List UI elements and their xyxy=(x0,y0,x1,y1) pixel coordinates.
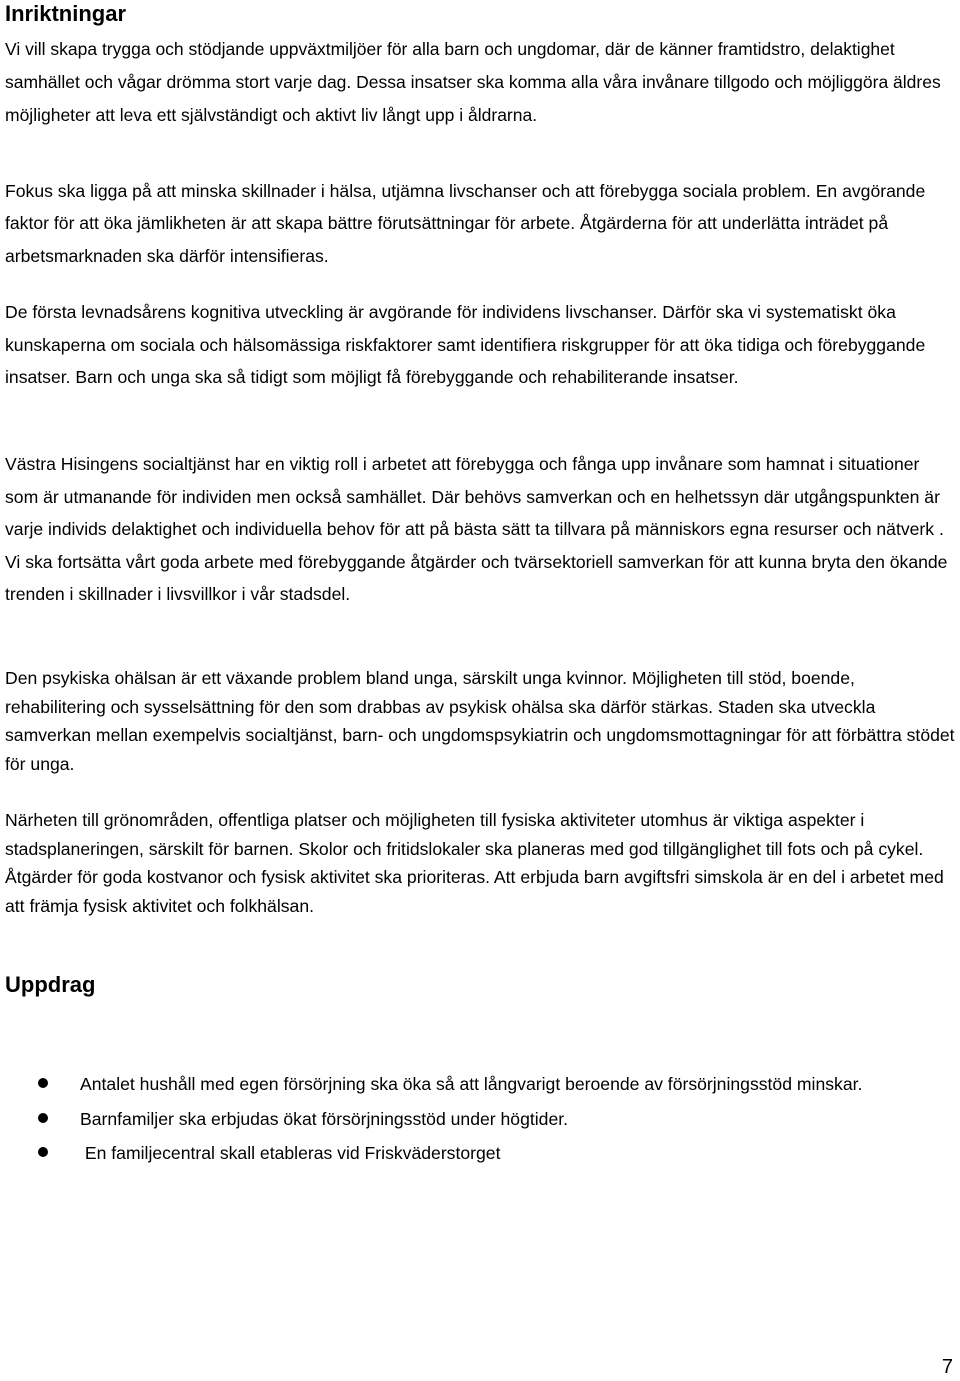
page-number: 7 xyxy=(941,1356,953,1378)
list-item xyxy=(0,1103,940,1136)
paragraph-early-years: De första levnadsårens kognitiva utveckling är avgörande för individens livschanser. Därför ska vi systematiskt öka kunskaperna om sociala och hälsomässiga riskfaktorer samt identifiera riskgrupper för att öka tidiga och förebyggande insatser. Barn och unga ska så tidigt som möjligt få förebyggande och rehabiliterande insatser. xyxy=(5,302,926,388)
list-item-text: Barnfamiljer ska erbjudas ökat försörjningsstöd under högtider. xyxy=(80,1108,569,1129)
section-heading-uppdrag: Uppdrag xyxy=(5,972,96,997)
mission-list xyxy=(0,1068,960,1170)
bullet-icon xyxy=(38,1147,48,1157)
section-heading-inriktningar: Inriktningar xyxy=(5,1,127,26)
paragraph-vision: Vi vill skapa trygga och stödjande uppväxtmiljöer för alla barn och ungdomar, där de känner framtidstro, delaktighet samhället och vågar drömma stort varje dag. Dessa insatser ska komma alla våra invånare tillgodo och möjliggöra äldres möjligheter att leva ett självständigt och aktivt liv långt upp i åldrarna. xyxy=(5,39,941,125)
bullet-icon xyxy=(38,1078,48,1088)
paragraph-mental-health: Den psykiska ohälsan är ett växande problem bland unga, särskilt unga kvinnor. Möjligheten till stöd, boende, rehabilitering och sysselsättning för den som drabbas av psykisk ohälsa ska därför stärkas. Staden ska utveckla samverkan mellan exempelvis socialtjänst, barn- och ungdomspsykiatrin och ungdomsmottagningar för att förbättra stödet för unga. xyxy=(5,668,955,775)
list-item xyxy=(0,1068,940,1101)
bullet-icon xyxy=(38,1113,48,1123)
list-item-text: En familjecentral skall etableras vid Friskväderstorget xyxy=(80,1143,501,1164)
paragraph-green-spaces: Närheten till grönområden, offentliga platser och möjligheten till fysiska aktiviteter utomhus är viktiga aspekter i stadsplaneringen, särskilt för barnen. Skolor och fritidslokaler ska planeras med god tillgänglighet till fots och på cykel. Åtgärder för goda kostvanor och fysisk aktivitet ska prioriteras. Att erbjuda barn avgiftsfri simskola är en del i arbetet med att främja fysisk aktivitet och folkhälsan. xyxy=(5,810,944,917)
paragraph-health-gaps: Fokus ska ligga på att minska skillnader i hälsa, utjämna livschanser och att förebygga sociala problem. En avgörande faktor för att öka jämlikheten är att skapa bättre förutsättningar för arbete. Åtgärderna för att underlätta inträdet på arbetsmarknaden ska därför intensifieras. xyxy=(5,181,926,266)
list-item-text: Antalet hushåll med egen försörjning ska öka så att långvarigt beroende av försörjningsstöd minskar. xyxy=(80,1074,863,1094)
list-item xyxy=(0,1137,940,1170)
paragraph-social-services: Västra Hisingens socialtjänst har en viktig roll i arbetet att förebygga och fånga upp invånare som hamnat i situationer som är utmanande för individen men också samhället. Där behövs samverkan och en helhetssyn där utgångspunkten är varje individs delaktighet och individuella behov för att på bästa sätt ta tillvara på människors egna resurser och nätverk . Vi ska fortsätta vårt goda arbete med förebyggande åtgärder och tvärsektoriell samverkan för att kunna bryta den ökande trenden i skillnader i livsvillkor i vår stadsdel. xyxy=(5,454,948,605)
